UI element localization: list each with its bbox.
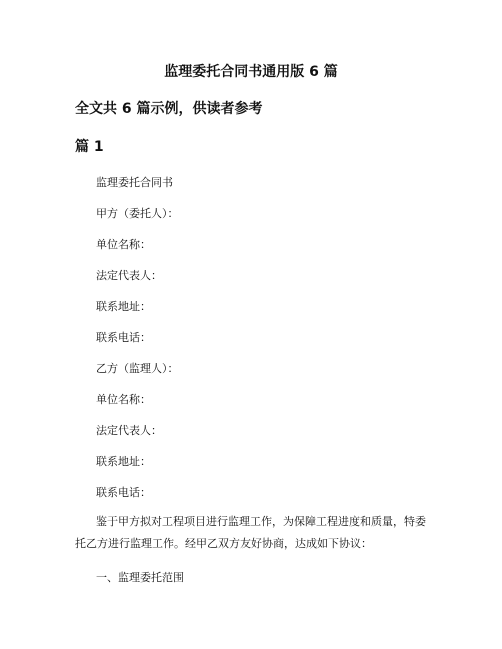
party-b-company-name-label: 单位名称： (96, 393, 151, 406)
section-heading: 篇 1 (75, 139, 104, 155)
party-b-address-label: 联系地址： (96, 455, 151, 468)
party-b-legal-representative-label: 法定代表人： (96, 424, 162, 437)
recital-paragraph: 鉴于甲方拟对工程项目进行监理工作，为保障工程进度和质量，特委托乙方进行监理工作。经甲乙双方友好协商，达成如下协议： (75, 515, 426, 550)
party-a-legal-representative-label: 法定代表人： (96, 269, 162, 282)
party-a-company-name-label: 单位名称： (96, 238, 151, 251)
party-b-phone-label: 联系电话： (96, 486, 151, 499)
document-title: 监理委托合同书通用版 6 篇 (164, 64, 338, 80)
clause-heading: 一、监理委托范围 (96, 571, 184, 584)
party-a-phone-label: 联系电话： (96, 331, 151, 344)
party-a-address-label: 联系地址： (96, 300, 151, 313)
party-a-label: 甲方（委托人）： (96, 207, 179, 220)
party-b-label: 乙方（监理人）： (96, 362, 179, 375)
document-subtitle: 全文共 6 篇示例，供读者参考 (75, 101, 263, 117)
contract-title-line: 监理委托合同书 (96, 176, 173, 189)
